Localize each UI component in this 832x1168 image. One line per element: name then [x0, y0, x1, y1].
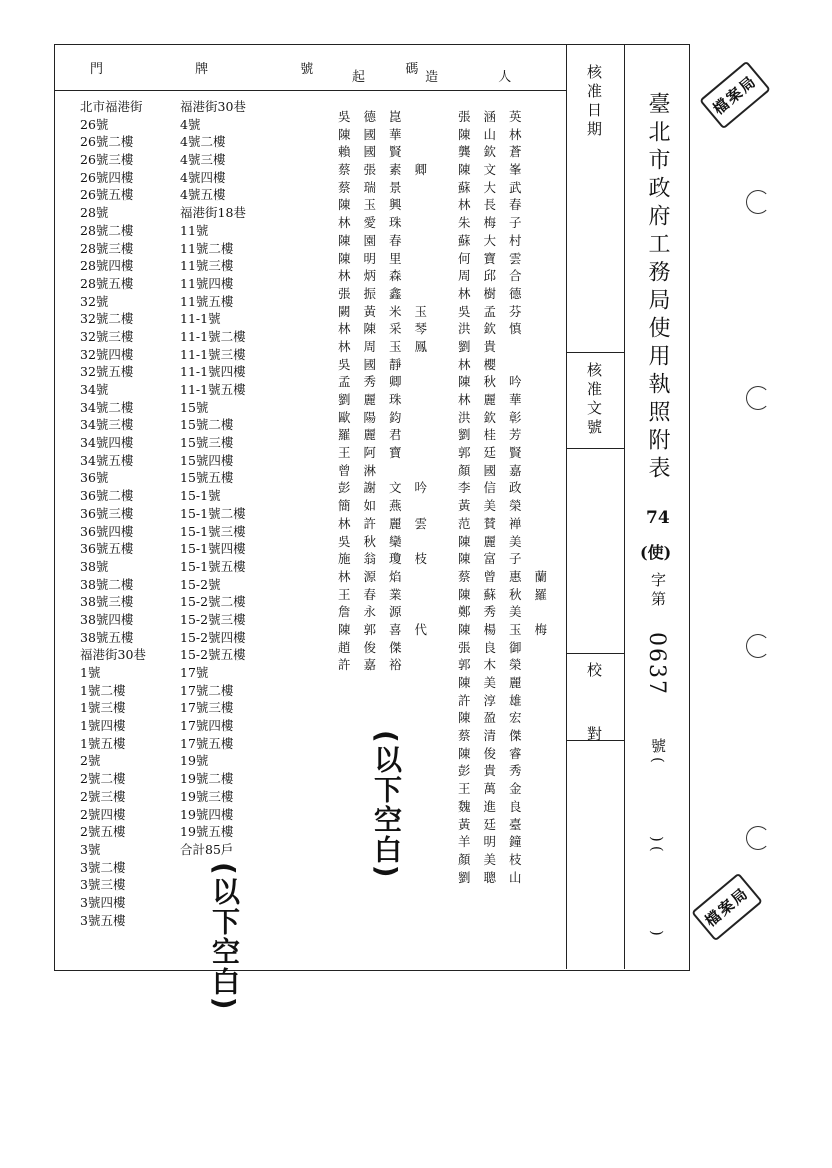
list-item: 3號五樓	[80, 912, 126, 928]
list-item: 11-1號三樓	[180, 346, 246, 362]
list-item: 11-1號五樓	[180, 382, 246, 397]
list-item: 張涵英	[458, 109, 535, 124]
list-item: 15-2號二樓	[180, 594, 246, 610]
list-item: 17號二樓	[180, 682, 234, 698]
list-item: 34號二樓	[80, 399, 134, 415]
list-item: 15-2號四樓	[180, 629, 246, 645]
builder-column-1	[338, 108, 440, 674]
list-item: 賴國賢	[338, 144, 415, 160]
header-builder: 起 造 人	[352, 70, 540, 85]
list-item: 北市福港街	[80, 99, 143, 114]
list-item: 王阿寶	[338, 445, 415, 461]
list-item: 3號二樓	[80, 859, 126, 875]
list-item: 蔡清傑	[458, 728, 535, 744]
list-item: 劉桂芳	[458, 427, 535, 443]
list-item: 陳秋吟	[458, 374, 535, 390]
list-item: 11號五樓	[180, 293, 234, 309]
list-item: 28號二樓	[80, 222, 134, 238]
list-item: 陳明里	[338, 250, 415, 266]
address-column-2	[180, 98, 246, 859]
list-item: 15號	[180, 399, 209, 415]
list-item: 施翁瓊枝	[338, 551, 441, 567]
list-item: 福港街30巷	[180, 99, 246, 114]
list-item: 36號五樓	[80, 541, 134, 557]
doc-number-prefix: 74	[646, 508, 670, 528]
list-item: 28號三樓	[80, 240, 134, 256]
list-item: 1號五樓	[80, 735, 126, 751]
list-item: 陳楊玉梅	[458, 621, 561, 637]
list-item: 3號三樓	[80, 877, 126, 893]
list-item: 36號四樓	[80, 523, 134, 539]
list-item: 36號	[80, 470, 109, 486]
list-item: 15號三樓	[180, 435, 234, 451]
list-item: 11號三樓	[180, 258, 234, 274]
list-item: 38號三樓	[80, 594, 134, 610]
list-item: 鄭秀美	[458, 604, 535, 620]
list-item: 4號五樓	[180, 187, 226, 203]
list-item: 34號五樓	[80, 452, 134, 468]
list-item: 11號二樓	[180, 240, 234, 256]
list-item: 38號	[80, 558, 109, 574]
list-item: 歐陽鈞	[338, 409, 415, 425]
list-item: 34號三樓	[80, 417, 134, 433]
list-item: 林陳采琴	[338, 321, 441, 337]
list-item: 郭廷賢	[458, 445, 535, 461]
list-item: 林源焰	[338, 568, 415, 584]
list-item: 福港街30巷	[80, 647, 146, 663]
list-item: 32號三樓	[80, 328, 134, 344]
doc-number-value: 0637	[644, 632, 669, 696]
list-item: 羅麗君	[338, 427, 415, 443]
list-item: 4號	[180, 116, 201, 132]
list-item: 福港街18巷	[180, 205, 246, 221]
list-item: 林愛珠	[338, 215, 415, 231]
list-item: 孟秀卿	[338, 374, 415, 390]
list-item: 26號	[80, 116, 109, 132]
archive-stamp-bottom: 檔案局	[691, 873, 763, 942]
list-item: 28號五樓	[80, 275, 134, 291]
list-item: 15號二樓	[180, 417, 234, 433]
list-item: 11號四樓	[180, 275, 234, 291]
doc-number-suffix: 號(	[649, 738, 667, 767]
list-item: 1號二樓	[80, 682, 126, 698]
approve-doc-label: 核准文號	[585, 362, 603, 438]
list-item: 4號二樓	[180, 134, 226, 150]
header-divider	[54, 90, 566, 91]
list-item: 蔡瑞景	[338, 179, 415, 195]
list-item: 張良御	[458, 639, 535, 655]
list-item: 11-1號二樓	[180, 328, 246, 344]
list-item: 26號四樓	[80, 169, 134, 185]
list-item: 1號三樓	[80, 700, 126, 716]
list-item: 吳秋欒	[338, 533, 415, 549]
list-item: 劉貴	[458, 338, 510, 354]
list-item: 陳麗美	[458, 533, 535, 549]
list-item: 15號四樓	[180, 452, 234, 468]
binding-hole-icon	[746, 386, 770, 410]
list-item: 黃廷臺	[458, 816, 535, 832]
list-item: 吳德崑	[338, 109, 415, 124]
list-item: 19號	[180, 753, 209, 769]
list-item: 15-2號三樓	[180, 611, 246, 627]
list-item: 曾淋	[338, 462, 390, 478]
list-item: 許嘉裕	[338, 657, 415, 673]
list-item: 陳園春	[338, 232, 415, 248]
list-item: 吳國靜	[338, 356, 415, 372]
list-item: 15-1號四樓	[180, 541, 246, 557]
list-item: 17號三樓	[180, 700, 234, 716]
list-item: 陳蘇秋羅	[458, 586, 561, 602]
list-item: 洪欽彰	[458, 409, 535, 425]
list-item: 32號二樓	[80, 311, 134, 327]
list-item: 林許麗雲	[338, 515, 441, 531]
list-item: 19號三樓	[180, 788, 234, 804]
header-address: 門 牌 號 碼	[90, 62, 463, 77]
list-item: 王春業	[338, 586, 415, 602]
list-item: 19號二樓	[180, 771, 234, 787]
list-item: 15-1號三樓	[180, 523, 246, 539]
list-item: 1號	[80, 665, 101, 680]
list-item: 吳孟芬	[458, 303, 535, 319]
list-item: 1號四樓	[80, 718, 126, 734]
list-item: 范賛褝	[458, 515, 535, 531]
list-item: 魏進良	[458, 798, 535, 814]
list-item: 陳山林	[458, 126, 535, 142]
list-item: 17號	[180, 665, 209, 680]
list-item: 11-1號四樓	[180, 364, 246, 380]
list-item: 陳文峯	[458, 162, 535, 178]
list-item: 林麗華	[458, 392, 535, 407]
doc-number-type: (使)	[640, 543, 672, 562]
list-item: 32號五樓	[80, 364, 134, 380]
list-item: 2號	[80, 753, 101, 769]
list-item: 3號	[80, 841, 101, 857]
list-item: 陳美麗	[458, 675, 535, 690]
list-item: 林長春	[458, 197, 535, 213]
list-item: 陳玉興	[338, 197, 415, 213]
list-item: 2號四樓	[80, 806, 126, 822]
list-item: 顏國嘉	[458, 462, 535, 478]
page-title: 臺北市政府工務局使用執照附表	[645, 92, 670, 484]
binding-hole-icon	[746, 190, 770, 214]
list-item: 陳俊睿	[458, 745, 535, 761]
blank-note-builders: (以下空白)	[370, 730, 403, 880]
list-item: 許淳雄	[458, 692, 535, 708]
list-item: 林櫻	[458, 356, 510, 372]
list-item: 陳郭喜代	[338, 621, 441, 637]
check-divider	[566, 653, 624, 654]
list-item: 闕黃米玉	[338, 303, 441, 319]
list-item: 28號四樓	[80, 258, 134, 274]
list-item: 彭貴秀	[458, 763, 535, 779]
list-item: 38號四樓	[80, 611, 134, 627]
list-item: 陳富子	[458, 551, 535, 567]
list-item: 周邱合	[458, 268, 535, 284]
list-item: 羊明鐘	[458, 834, 535, 850]
title-panel-divider	[624, 44, 625, 969]
builder-column-2	[458, 108, 560, 886]
approve-doc-divider	[566, 448, 624, 449]
list-item: 28號	[80, 205, 109, 221]
list-item: 蘇大村	[458, 232, 535, 248]
binding-hole-icon	[746, 634, 770, 658]
list-item: 26號五樓	[80, 187, 134, 203]
list-item: 15-2號	[180, 576, 221, 592]
list-item: 32號四樓	[80, 346, 134, 362]
list-item: 36號三樓	[80, 505, 134, 521]
list-item: 19號四樓	[180, 806, 234, 822]
address-column-1	[80, 98, 146, 929]
approve-date-divider	[566, 352, 624, 353]
list-item: 34號	[80, 382, 109, 397]
list-item: 15號五樓	[180, 470, 234, 486]
list-item: 林炳森	[338, 268, 415, 284]
archive-stamp-top: 檔案局	[699, 61, 771, 130]
list-item: 34號四樓	[80, 435, 134, 451]
list-item: 顏美枝	[458, 851, 535, 867]
binding-hole-icon	[746, 826, 770, 850]
list-item: 15-1號	[180, 488, 221, 504]
list-item: 朱梅子	[458, 215, 535, 231]
list-item: 19號五樓	[180, 824, 234, 840]
list-item: 龔欽蒼	[458, 144, 535, 160]
list-item: 32號	[80, 293, 109, 309]
approve-date-label: 核准日期	[585, 64, 603, 140]
list-item: 17號四樓	[180, 718, 234, 734]
list-item: 蘇大武	[458, 179, 535, 195]
list-item: 26號三樓	[80, 152, 134, 168]
list-item: 林樹德	[458, 285, 535, 301]
list-item: 3號四樓	[80, 894, 126, 910]
list-item: 王萬金	[458, 781, 535, 797]
list-item: 38號二樓	[80, 576, 134, 592]
list-item: 2號五樓	[80, 824, 126, 840]
list-item: 陳國華	[338, 126, 415, 142]
list-item: 17號五樓	[180, 735, 234, 751]
list-item: 李信政	[458, 480, 535, 496]
list-item: 簡如燕	[338, 498, 415, 514]
side-panel-divider	[566, 44, 567, 969]
list-item: 36號二樓	[80, 488, 134, 504]
list-item: 11-1號	[180, 311, 221, 327]
list-item: 劉聰山	[458, 869, 535, 885]
list-item: 15-1號二樓	[180, 505, 246, 521]
list-item: 詹永源	[338, 604, 415, 620]
list-item: 4號四樓	[180, 169, 226, 185]
doc-extra-marks: )(	[648, 836, 666, 856]
list-item: 劉麗珠	[338, 392, 415, 407]
list-item: 黃美榮	[458, 498, 535, 514]
list-item: 郭木榮	[458, 657, 535, 673]
list-item: 彭謝文吟	[338, 480, 441, 496]
list-item: 合計85戶	[180, 841, 234, 857]
list-item: 張振鑫	[338, 285, 415, 301]
list-item: 2號二樓	[80, 771, 126, 787]
list-item: 林周玉鳳	[338, 338, 441, 354]
list-item: 15-1號五樓	[180, 558, 246, 574]
list-item: 11號	[180, 222, 209, 238]
list-item: 蔡曾惠蘭	[458, 568, 561, 584]
doc-number-word: 字第	[649, 572, 667, 610]
list-item: 2號三樓	[80, 788, 126, 804]
list-item: 洪欽慎	[458, 321, 535, 337]
list-item: 蔡張素卿	[338, 162, 441, 178]
blank-note-address: (以下空白)	[208, 862, 241, 1012]
doc-closing-mark: )	[648, 930, 666, 940]
list-item: 38號五樓	[80, 629, 134, 645]
list-item: 何寶雲	[458, 250, 535, 266]
list-item: 15-2號五樓	[180, 647, 246, 663]
check-label: 校 對	[585, 662, 603, 763]
list-item: 26號二樓	[80, 134, 134, 150]
list-item: 陳盈宏	[458, 710, 535, 726]
list-item: 4號三樓	[180, 152, 226, 168]
list-item: 趙俊傑	[338, 639, 415, 655]
